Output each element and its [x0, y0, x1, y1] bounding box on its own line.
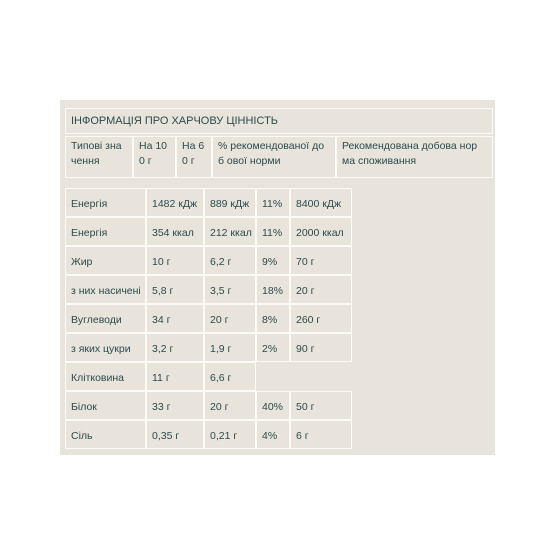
per-100g-value: 3,2 г: [146, 333, 204, 362]
header-daily-percent: % рекомендованої доб ової норми: [212, 136, 336, 178]
daily-recommended-value: 260 г: [290, 304, 352, 333]
daily-recommended-value: 2000 ккал: [290, 217, 352, 246]
daily-percent-value: 11%: [256, 188, 290, 217]
daily-recommended-value: 8400 кДж: [290, 188, 352, 217]
nutrient-name: Жир: [65, 246, 146, 275]
nutrient-name: Білок: [65, 391, 146, 420]
nutrient-name: Енергія: [65, 188, 146, 217]
nutrient-name: з них насичені: [65, 275, 146, 304]
per-60g-value: 3,5 г: [204, 275, 256, 304]
daily-percent-value: 18%: [256, 275, 290, 304]
per-60g-value: 20 г: [204, 391, 256, 420]
per-60g-value: 212 ккал: [204, 217, 256, 246]
per-100g-value: 34 г: [146, 304, 204, 333]
per-60g-value: 889 кДж: [204, 188, 256, 217]
per-60g-value: 1,9 г: [204, 333, 256, 362]
nutrient-name: Енергія: [65, 217, 146, 246]
daily-recommended-value: 20 г: [290, 275, 352, 304]
daily-percent-value: 2%: [256, 333, 290, 362]
per-60g-value: 6,6 г: [204, 362, 256, 391]
nutrient-name: Клітковина: [65, 362, 146, 391]
daily-recommended-value: 70 г: [290, 246, 352, 275]
daily-percent-value: 8%: [256, 304, 290, 333]
daily-percent-value: 4%: [256, 420, 290, 449]
header-per-100g: На 10 0 г: [133, 136, 176, 178]
per-60g-value: 0,21 г: [204, 420, 256, 449]
daily-percent-value: 9%: [256, 246, 290, 275]
per-100g-value: 11 г: [146, 362, 204, 391]
nutrient-name: Вуглеводи: [65, 304, 146, 333]
header-daily-recommended: Рекомендована добова нор ма споживання: [336, 136, 493, 178]
daily-recommended-value: 6 г: [290, 420, 352, 449]
nutrient-name: з яких цукри: [65, 333, 146, 362]
per-60g-value: 6,2 г: [204, 246, 256, 275]
daily-recommended-value: 50 г: [290, 391, 352, 420]
daily-percent-value: 40%: [256, 391, 290, 420]
per-100g-value: 5,8 г: [146, 275, 204, 304]
per-100g-value: 10 г: [146, 246, 204, 275]
per-100g-value: 354 ккал: [146, 217, 204, 246]
nutrient-name: Сіль: [65, 420, 146, 449]
header-per-60g: На 6 0 г: [176, 136, 212, 178]
per-60g-value: 20 г: [204, 304, 256, 333]
header-typical-values: Типові зна чення: [65, 136, 133, 178]
table-title: ІНФОРМАЦІЯ ПРО ХАРЧОВУ ЦІННІСТЬ: [65, 108, 493, 134]
per-100g-value: 33 г: [146, 391, 204, 420]
daily-recommended-value: 90 г: [290, 333, 352, 362]
per-100g-value: 0,35 г: [146, 420, 204, 449]
per-100g-value: 1482 кДж: [146, 188, 204, 217]
daily-percent-value: 11%: [256, 217, 290, 246]
